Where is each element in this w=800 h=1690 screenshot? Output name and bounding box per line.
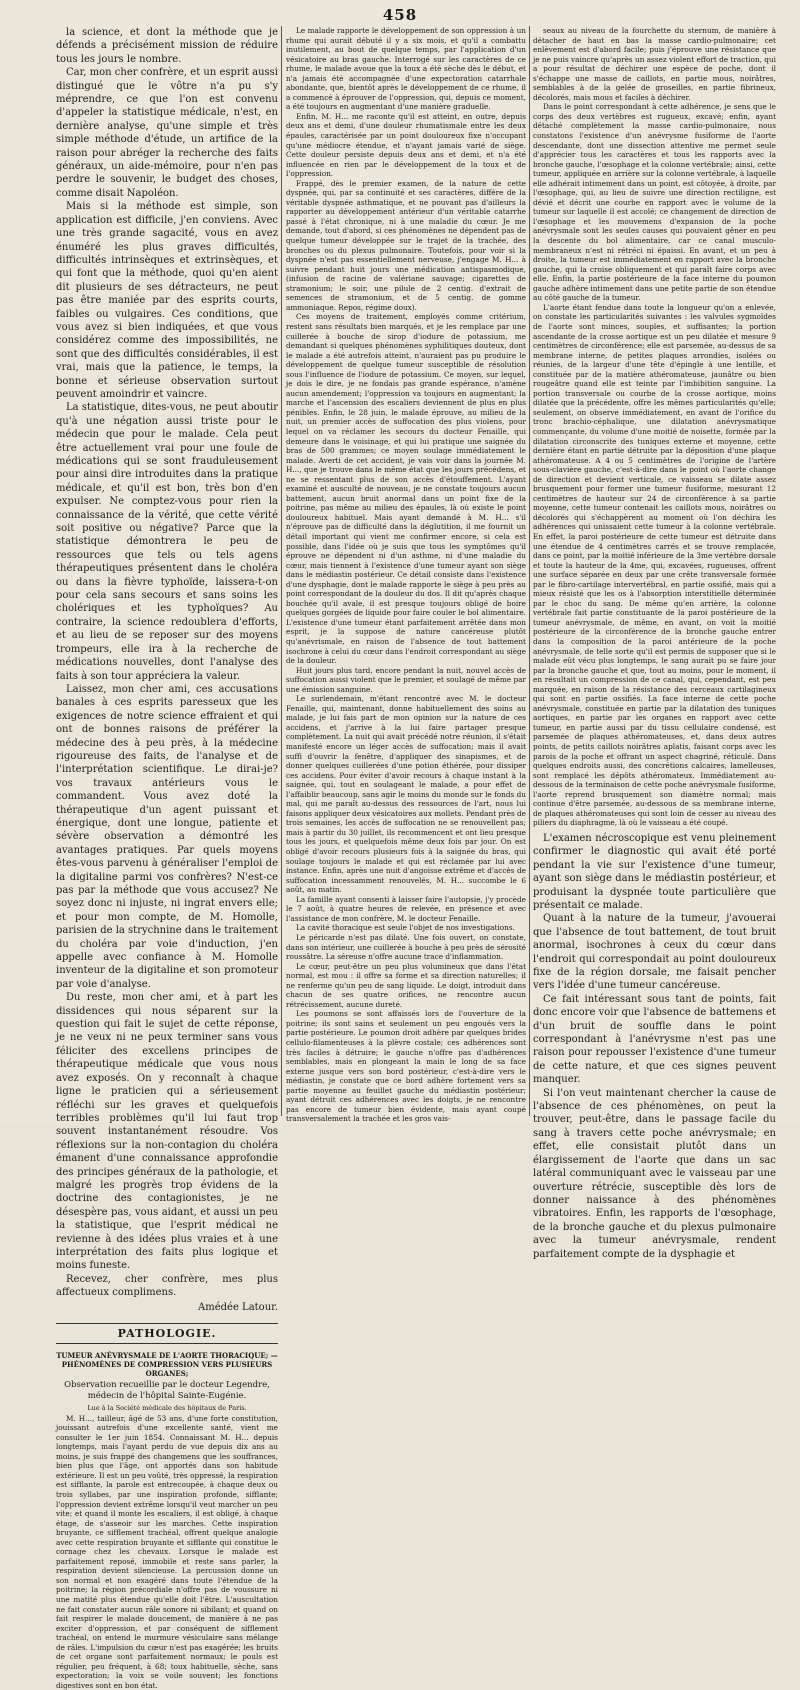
commentary-paragraph: Ce fait intéressant sous tant de points, fait donc encore voir que l'absence de battemens et d'un bruit de souffle dans le point correspondant à l'anévrysme n'est pas une raison pour repousser l'existence d'une tumeur de cette nature, et que ces signes peuvent manquer. [533, 993, 776, 1086]
observation-paragraph: Les poumons se sont affaissés lors de l'ouverture de la poitrine; ils sont sains et seulement un peu engoués vers la partie postérieure. Le poumon droit adhère par quelques brides cellulo-filamenteuses à la plèvre costale; ces adhérences sont très faciles à détruire; le gauche n'offre pas d'adhérences semblables, mais en plongeant la main le long de sa face externe jusque vers son bord postérieur, c'est-à-dire vers le médiastin, je constate que ce bord adhère fortement vers sa partie moyenne au feuillet gauche du médiastin postérieur; ayant détruit ces adhérences avec les doigts, je ne rencontre pas encore de tumeur bien évidente, mais ayant coupé transversalement la trachée et les gros vais- [286, 1009, 526, 1124]
autopsy-body [533, 26, 776, 828]
observation-paragraph: Frappé, dès le premier examen, de la nature de cette dyspnée, qui, par sa continuité et ses caractères, différe de la véritable dyspnée asthmatique, et ne pouvant pas d'ailleurs la rapporter au développement antérieur d'un véritable catarrhe passé à l'état chronique, ni à une maladie du cœur. Je me demande, tout d'abord, si ces phénomènes ne dépendent pas de quelque tumeur développée sur le trajet de la trachée, des bronches ou du plexus pulmonaire. Toutefois, pour voir si la dyspnée n'est pas essentiellement nerveuse, j'engage M. H... à suivre pendant huit jours une médication antispasmodique, (infusion de racine de valériane sauvage; cigarettes de stramonium; le soir, une pilule de 2 centig. d'extrait de semences de stramonium, et de 5 centig. de gomme ammoniaque. Repos, régime doux). [286, 178, 526, 312]
letter-paragraph: la science, et dont la méthode que je défends a précisément mission de réduire tous les jours le nombre. [56, 27, 278, 65]
article-subtitle: Observation recueillie par le docteur Legendre, médecin de l'hôpital Sainte-Eugénie. [64, 1379, 270, 1401]
observation-paragraph: Huit jours plus tard, encore pendant la nuit, nouvel accès de suffocation aussi violent que le premier, et soulagé de même par une émission sanguine. [286, 665, 526, 694]
observation-paragraph: Le cœur, peut-être un peu plus volumineux que dans l'état normal, est mou : il offre sa forme et sa direction naturelles; il ne renferme qu'un peu de sang liquide. Le doigt, introduit dans chacun de ses quatre orifices, ne rencontre aucun rétrécissement, aucune dureté. [286, 961, 526, 1009]
autopsy-paragraph: seaux au niveau de la fourchette du sternum, de manière à détacher de haut en bas la masse cardio-pulmonaire; cet enlèvement est d'abord facile; puis j'éprouve une résistance que je ne puis vaincre qu'après un assez violent effort de traction, qui a pour résultat de déchirer une espèce de poche, dont il s'échappe une masse de caillots, en partie mous, noirâtres, semblables à de la gelée de groseilles, en partie fibrineux, décolorés, mais mous et faciles à déchirer. [533, 26, 776, 102]
column-rule [281, 26, 282, 1116]
autopsy-paragraph: L'aorte étant fendue dans toute la longueur qu'on a enlevée, on constate les particularités suivantes : les valvules sygmoïdes de l'aorte sont minces, souples, et suffisantes; la portion ascendante de la crosse aortique est un peu dilatée et mesure 9 centimètres de circonférence; elle est parsemée, au-dessus de sa membrane interne, de petites plaques arrondies, isolées ou réunies, de la largeur d'une tête d'épingle à une lentille, et constituée par de la matière athéromateuse, jaunâtre ou bien rougeâtre quand elle est teinte par l'imbibition sanguine. La portion transversale ou courbe de la crosse aortique, moins dilatée que la précédente, offre les mêmes particularités qu'elle; seulement, on observe immédiatement, en avant de l'orifice du tronc brachio-céphalique, une dilatation anévrysmatique commençante, du volume d'une moitié de noisette, formée par la dilatation circonscrite des tuniques externe et moyenne, cette dernière étant en partie détruite par la déposition d'une plaque athéromateuse. A 4 ou 5 centimètres de l'origine de l'artère sous-clavière gauche, c'est-à-dire dans le point où l'aorte change de direction et devient verticale, ce vaisseau se dilate assez brusquement pour former une tumeur fusiforme, mesurant 12 centimètres de hauteur sur 24 de circonférence à sa partie moyenne, cette tumeur contenait les caillots mous, noirâtres ou décolorés qui s'échappèrent au moment où l'on déchira les adhérences qui unissaient cette tumeur à la colonne vertébrale. En effet, la paroi postérieure de cette tumeur est détruite dans une étendue de 4 centimètres carrés et se trouve remplacée, dans ce point, par la moitié inférieure de la 3me vertèbre dorsale et toute la hauteur de la 4me, qui, excavées, rugueuses, offrent une surface séparée en deux par une crête transversale formée par le fibro-cartilage intervertébral, en partie ossifié, mais qui a mieux résisté que les os à l'absorption interstitielle déterminée par le choc du sang. De même qu'en arrière, la colonne vertébrale fait partie constituante de la paroi postérieure de la tumeur anévrysmale, de même, en avant, on voit la moitié postérieure de la circonférence de la bronche gauche entrer dans la composition de la paroi antérieure de la poche anévrysmale, de telle sorte qu'il est permis de supposer que si le malade eût vécu plus longtemps, le sang aurait pu se faire jour par la bronche gauche et que, tout au moins, pour le moment, il en résultait un compression de ce canal, qui, cependant, est peu marquée, en raison de la résistance des cerceaux cartilagineux qui sont en partie ossifiés. La face interne de cette poche anévrysmale, constituée en partie par la dilatation des tuniques aortiques, en partie par les organes en rapport avec cette tumeur, en partie aussi par du tissu cellulaire condensé, est parsemée de plaques athéromateuses, et, dans deux autres points, de petits caillots noirâtres aplatis, faisant corps avec les parois de la poche et offrant un aspect chagriné, réticulé. Dans quelques endroits aussi, des concrétions calcaires, lamelleuses, sont remplacé les dépôts athéromateux. Immédiatement au-dessous de la terminaison de cette poche anévrysmale fusiforme, l'aorte reprend brusquement son diamètre normal; mais continue d'être parsemée, au-dessous de sa membrane interne, de plaques athéromateuses qui sont loin de cesser au niveau des piliers du diaphragme, là où le vaisseau a été coupé. [533, 302, 776, 828]
letter-body [56, 26, 278, 1300]
column-middle [286, 26, 526, 1124]
article-title: TUMEUR ANÉVRYSMALE DE L'AORTE THORACIQUE; — PHÉNOMÈNES DE COMPRESSION VERS PLUSIEURS ORGANES; [56, 1350, 278, 1378]
letter-paragraph: Recevez, cher confrère, mes plus affectueux complimens. [56, 1273, 278, 1299]
observation-paragraph: Le malade rapporte le développement de son oppression à un rhume qui aurait débuté il y a six mois, et qu'il a combattu inutilement, au bout de quelque temps, par l'application d'un vésicatoire au bras gauche. Interrogé sur les caractères de ce rhume, le malade avoue que la toux a été sèche dès le début, et n'a jamais été accompagnée d'une expectoration catarrhale abondante, que, bientôt après le développement de ce rhume, il a commencé à éprouver de l'oppression, qui, depuis ce moment, a été toujours en augmentant d'une manière graduelle. [286, 26, 526, 112]
commentary-body [533, 832, 776, 1261]
observation-paragraph: Le surlendemain, m'étant rencontré avec M. le docteur Fenaille, qui, maintenant, donne habituellement des soins au malade, je lui fais part de mon opinion sur la nature de ces accidens, et j'arrive à la lui faire partager presque complètement. La nuit qui avait précédé notre réunion, il s'était manifesté encore un léger accès de suffocation; mais il avait suffi d'ouvrir la fenêtre, d'appliquer des sinapismes, et de donner quelques cuillerées d'une potion éthérée, pour dissiper ces accidens. Pour éviter d'avoir recours à chaque instant à la saignée, qui, tout en soulageant le malade, a pour effet de l'affaiblir beaucoup, sans agir le moins du monde sur le fonds du mal, qui me paraît au-dessus des ressources de l'art, nous lui faisons appliquer deux vésicatoires aux mollets. Pendant près de trois semaines, les accès de suffocation ne se renouvellent pas; mais à partir du 30 juillet, ils recommencent et ont lieu presque tous les jours, et quelquefois même deux fois par jour. On est obligé d'avoir recours plusieurs fois à la saignée du bras, qui soulage toujours le malade et qui est réclamée par lui avec instance. Enfin, après une nuit d'angoisse extrême et d'accès de suffocation incessamment renouvelés, M. H... succombe le 6 août, au matin. [286, 694, 526, 895]
commentary-paragraph: L'examen nécroscopique est venu pleinement confirmer le diagnostic qui avait été porté pendant la vie sur l'existence d'une tumeur, ayant son siège dans le médiastin postérieur, et produisant la dyspnée toute particulière que présentait ce malade. [533, 832, 776, 911]
letter-paragraph: La statistique, dites-vous, ne peut aboutir qu'à une négation aussi triste pour le médecin que pour le malade. Cela peut être actuellement vrai pour une foule de médications qui se sont frauduleusement pour ainsi dire introduites dans la pratique médicale, et qu'il est bon, très bon d'en expulser. Ne comptez-vous pour rien la connaissance de la vérité, que cette vérité soit positive ou négative? Parce que la statistique démontrera le peu de ressources que tels ou tels agens thérapeutiques présentent dans le choléra ou dans la fièvre typhoïde, laissera-t-on pour cela sans secours et sans soins les cholériques et les typhoïques? Au contraire, la science redoublera d'efforts, et au lieu de se reposer sur des moyens trompeurs, elle ira à la recherche de médications nouvelles, dont l'analyse des faits à son tour appréciera la valeur. [56, 402, 278, 682]
observation-paragraph: La cavité thoracique est seule l'objet de nos investigations. [296, 923, 515, 933]
letter-paragraph: Mais si la méthode est simple, son application est difficile, j'en conviens. Avec une très grande sagacité, vous en avez énuméré les plus graves difficultés, difficultés intrinsèques et extrinsèques, et qui font que la méthode, quoi qu'en aient dit plusieurs de ses détracteurs, ne peut pas être maniée par des esprits courts, faibles ou vulgaires. Ces conditions, que vous avez si bien indiquées, et que vous considérez comme des impossibilités, ne sont que des difficultés considérables, il est vrai, mais que la patience, le temps, la bonne et sérieuse observation surtout peuvent amoindrir et vaincre. [56, 201, 278, 400]
letter-signature: Amédée Latour. [198, 1301, 278, 1313]
observation-paragraph: Le péricarde n'est pas dilaté. Une fois ouvert, on constate, dans son intérieur, une cuillerée à bouche à peu près de sérosité roussâtre. La séreuse n'offre aucune trace d'inflammation. [286, 932, 526, 962]
commentary-paragraph: Si l'on veut maintenant chercher la cause de l'absence de ces phénomènes, on peut la trouver, peut-être, dans le passage facile du sang à travers cette poche anévrysmale; en effet, elle consistait plutôt dans un élargissement de l'aorte que dans un sac latéral communiquant avec le vaisseau par une ouverture rétrécie, susceptible dès lors de donner naissance à des phénomènes vibratoires. Enfin, les rapports de l'œsophage, de la bronche gauche et du plexus pulmonaire avec la tumeur anévrysmale, rendent parfaitement compte de la dysphagie et [533, 1087, 776, 1260]
section-heading: PATHOLOGIE. [56, 1323, 278, 1344]
autopsy-paragraph: Dans le point correspondant à cette adhérence, je sens que le corps des deux vertèbres est rugueux, excavé; enfin, ayant détaché complètement la masse cardio-pulmonaire, nous constatons l'existence d'un anévrysme fusiforme de l'aorte descendante, dont une dissection attentive me permet seule d'apprécier tous les caractères et tous les rapports avec la bronche gauche, l'œsophage et la colonne vertébrale; ainsi, cette tumeur, appliquée en arrière sur la colonne vertébrale, à laquelle elle adhérait intimement dans un point, est côtoyée, à droite, par l'œsophage, qui, au lieu de suivre une direction rectiligne, est dévié et décrit une courbe en rapport avec le volume de la tumeur sur laquelle il est accolé; ce changement de direction de l'œsophage et les mouvemens d'expansion de la poche anévrysmale sont les seules causes qui pouvaient gêner en peu la descente du bol alimentaire, car ce canal musculo-membraneux n'est ni rétréci ni épaissi. En avant, et un peu à droite, la tumeur est immédiatement en rapport avec la bronche gauche, qui la croise obliquement et qui paraît faire corps avec elle. Enfin, la partie postérieure de la face interne du poumon gauche adhère intimement dans une petite partie de son étendue au côté gauche de la tumeur. [533, 102, 776, 303]
letter-paragraph: Laissez, mon cher ami, ces accusations banales à ces esprits paresseux que les exigences de notre science effraient et qui ont de bonnes raisons de préférer la médecine des à peu près, à la médecine rigoureuse des faits, de l'analyse et de l'interprétation scientifique. Le dirai-je? vos travaux antérieurs vous le commandent. Vous avez doté la thérapeutique d'un agent puissant et énergique, dont une longue, patiente et sévère observation a démontré les avantages pratiques. Par quels moyens êtes-vous parvenu à généraliser l'emploi de la digitaline parmi vos confrères? N'est-ce pas par la méthode que vous accusez? Ne soyez donc ni injuste, ni ingrat envers elle; et pour mon compte, de M. Homolle, parisien de la strychnine dans le traitement du choléra par voie d'induction, j'en appelle avec confiance à M. Homolle inventeur de la digitaline et son promoteur par voie d'analyse. [56, 683, 279, 990]
column-rule [529, 26, 530, 1116]
letter-paragraph: Du reste, mon cher ami, et à part les dissidences qui nous séparent sur la question qui fait le sujet de cette réponse, je ne veux ni ne peux terminer sans vous féliciter des excellens principes de thérapeutique médicale que vous nous avez exposés. On y reconnaît à chaque ligne le praticien qui a sérieusement réfléchi sur les graves et quelquefois terribles problèmes qu'il lui faut trop souvent instantanément résoudre. Vos réflexions sur la non-contagion du choléra émanent d'une connaissance approfondie des principes généraux de la pathologie, et malgré les progrès trop évidens de la doctrine des contagionistes, je ne désespère pas, vous aidant, et aussi un peu la statistique, que l'esprit médical ne revienne à des idées plus vraies et à une interprétation des faits plus logique et moins funeste. [56, 992, 278, 1272]
article-place: Lue à la Société médicale des hôpitaux de Paris. [87, 1403, 247, 1412]
page-number: 458 [382, 6, 418, 24]
column-right [533, 26, 776, 1260]
letter-paragraph: Car, mon cher confrère, et un esprit aussi distingué que le vôtre n'a pu s'y méprendre, ce que l'on est convenu d'appeler la statistique médicale, n'est, en dernière analyse, qu'une simple et très simple méthode d'étude, un artifice de la raison pour abréger la recherche des faits généraux, un aide-mémoire, pour n'en pas perdre le souvenir, le budget des choses, comme disait Napoléon. [56, 67, 278, 199]
observation-paragraph: M. H..., tailleur, âgé de 53 ans, d'une forte constitution, jouissant autrefois d'une excellente santé, vient me consulter le 1er juin 1854. Connaissant M. H... depuis longtemps, mais l'ayant perdu de vue depuis dix ans au moins, je suis frappé des changemens que les souffrances, bien plus que l'âge, ont apportés dans son habitude extérieure. Il est un peu voûté, très oppressé, la respiration est sifflante, la parole est entrecoupée, à chaque deux ou trois syllabes, par une inspiration profonde, sifflante; l'oppression devient extrême lorsqu'il veut marcher un peu vite; et quand il monte les escaliers, il est obligé, à chaque étage, de s'asseoir sur les marches. Cette inspiration bruyante, ce sifflement trachéal, offrent quelque analogie avec cette respiration bruyante et sifflante qui constitue le cornage chez les chevaux. Lorsque le malade est parfaitement reposé, immobile et reste sans parler, la respiration devient silencieuse. La percussion donne un son normal et non exagéré dans toute l'étendue de la poitrine; la région précordiale n'offre pas de voussure ni une matité plus étendue qu'elle doit l'être. L'auscultation ne fait constater aucun râle sonore ni sibilant; et quand on fait respirer le malade doucement, de manière à ne pas exciter d'oppression, et par conséquent de sifflement trachéal, on entend le murmure vésiculaire sans mélange de râles. L'impulsion du cœur n'est pas exagérée; les bruits de cet organe sont parfaitement normaux; le pouls est régulier, peu fréquent, à 68; toux habituelle, sèche, sans expectoration; la voix se voile souvent; les fonctions digestives sont en bon état. [56, 1413, 278, 1690]
observation-paragraph: La famille ayant consenti à laisser faire l'autopsie, j'y procède le 7 août, à quatre heures de relevée, en présence et avec l'assistance de mon confrère, M. le docteur Fenaille. [286, 894, 526, 923]
observation-paragraph: Ces moyens de traitement, employés comme critérium, restent sans résultats bien marqués, et je les remplace par une cuillerée à bouche de sirop d'iodure de potassium, me demandant si quelques phénomènes syphilitiques douteux, dont le malade a été autrefois atteint, n'auraient pas pu produire le développement de quelque tumeur susceptible de résolution sous l'influence de l'iodure de potassium. Ce moyen, sur lequel, je dois le dire, je ne fondais pas grande espérance, n'amène aucun amendement; l'oppression va toujours en augmentant; la marche et l'ascension des escaliers deviennent de plus en plus pénibles. Enfin, le 28 juin, le malade éprouve, au milieu de la nuit, un premier accès de suffocation des plus violens, pour lequel on va réclamer les secours du docteur Fenaille, qui demeure dans le voisinage, et qui lui pratique une saignée du bras de 500 grammes; ce moyen soulage immédiatement le malade. Averti de cet accident, je vais voir dans la journée M. H..., que je trouve dans le même état que les jours précédens, et ne se ressentant plus de son accès d'étouffement. L'ayant examiné et ausculté de nouveau, je ne constate toujours aucun battement, aucun bruit anormal dans un point fixe de la poitrine, pas même au milieu des épaules, là où existe le point douloureux habituel. Mais ayant demandé à M. H... s'il n'éprouve pas de difficulté dans la déglutition, il me fournit un détail important qui vient me confirmer encore, si cela est possible, dans l'idée où je suis que tous les symptômes qu'il éprouve ne dépendent ni d'un asthme, ni d'une maladie du cœur, mais tiennent à l'existence d'une tumeur ayant son siège dans le médiastin postérieur. Ce détail consiste dans l'existence d'une dysphagie, dont le malade rapporte le siège à peu près au point correspondant de la douleur du dos. Il dit qu'après chaque bouchée qu'il avale, il est presque toujours obligé de boire quelques gorgées de liquide pour faire couler le bol alimentaire. L'existence d'une tumeur étant parfaitement arrêtée dans mon esprit, je la suppose de nature cancéreuse plutôt qu'anévrismale, en raison de l'absence de tout battement isochrone à celui du cœur dans l'endroit correspondant au siège de la douleur. [286, 312, 526, 666]
commentary-paragraph: Quant à la nature de la tumeur, j'avouerai que l'absence de tout battement, de tout bruit anormal, isochrones à ceux du cœur dans l'endroit qui correspondait au point douloureux fixe de la région dorsale, me faisait pencher vers l'idée d'une tumeur cancéreuse. [533, 913, 776, 992]
observation-paragraph: Enfin, M. H... me raconte qu'il est atteint, en outre, depuis deux ans et demi, d'une douleur rhumatismale entre les deux épaules, caractérisée par un point douloureux fixe n'occupant qu'une médiocre étendue, et n'ayant jamais varié de siège. Cette douleur persiste depuis deux ans et demi, et n'a été influencée en rien par le développement de la toux et de l'oppression. [286, 111, 526, 179]
observation-body [56, 1414, 278, 1690]
column-left [56, 26, 279, 1690]
